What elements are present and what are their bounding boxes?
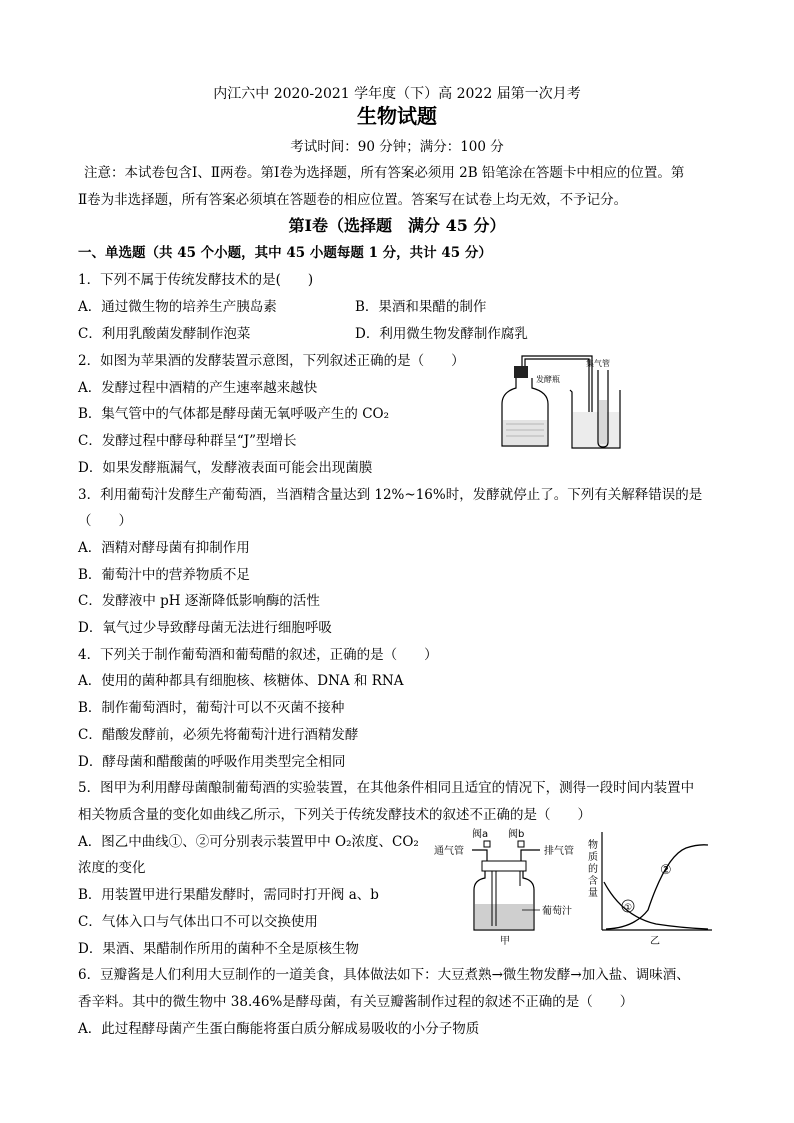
q1-option-c: C．利用乳酸菌发酵制作泡菜 xyxy=(78,326,251,342)
y-axis-char-1: 物 xyxy=(588,840,598,851)
q2-option-b: B．集气管中的气体都是酵母菌无氧呼吸产生的 CO₂ xyxy=(78,406,390,422)
q6-stem-1: 6．豆瓣酱是人们利用大豆制作的一道美食，具体做法如下：大豆煮熟→微生物发酵→加入盐、调味酒、 xyxy=(78,967,690,983)
q4-option-d: D．酵母菌和醋酸菌的呼吸作用类型完全相同 xyxy=(78,754,346,770)
label-jia: 甲 xyxy=(500,936,510,947)
q1-option-d: D．利用微生物发酵制作腐乳 xyxy=(355,326,528,342)
q4-option-a: A．使用的菌种都具有细胞核、核糖体、DNA 和 RNA xyxy=(78,673,404,689)
valve-a xyxy=(484,841,490,847)
q3-option-b: B．葡萄汁中的营养物质不足 xyxy=(78,567,250,583)
q3-option-d: D．氧气过少导致酵母菌无法进行细胞呼吸 xyxy=(78,620,332,636)
outlet-label: 排气管 xyxy=(544,846,574,857)
apparatus-jia-figure xyxy=(432,826,592,948)
q5-stem-1: 5．图甲为利用酵母菌酿制葡萄酒的实验装置，在其他条件相同且适宜的情况下，测得一段时间内装置中 xyxy=(78,780,695,796)
section-heading: 一、单选题（共 45 个小题，其中 45 小题每题 1 分，共计 45 分） xyxy=(78,245,492,261)
exam-line: 内江六中 2020-2021 学年度（下）高 2022 届第一次月考 xyxy=(213,86,581,102)
part-title: 第Ⅰ卷（选择题 满分 45 分） xyxy=(288,216,506,235)
inlet-pipe xyxy=(472,850,487,861)
valve-b xyxy=(518,841,524,847)
y-axis-char-3: 的 xyxy=(588,864,598,875)
q2-option-d: D．如果发酵瓶漏气，发酵液表面可能会出现菌膜 xyxy=(78,460,373,476)
fermentation-apparatus-figure xyxy=(492,350,622,452)
juice-label: 葡萄汁 xyxy=(542,906,572,917)
q5-option-a-2: 浓度的变化 xyxy=(78,860,146,876)
q1-option-a: A．通过微生物的培养生产胰岛素 xyxy=(78,299,277,315)
curve-yi-chart xyxy=(586,826,716,948)
page-title: 生物试题 xyxy=(357,104,437,128)
q1-option-b: B．果酒和果醋的制作 xyxy=(355,299,487,315)
notice-line-2: Ⅱ卷为非选择题，所有答案必须填在答题卷的相应位置。答案写在试卷上均无效，不予记分。 xyxy=(78,192,628,208)
q2-option-a: A．发酵过程中酒精的产生速率越来越快 xyxy=(78,380,318,396)
q3-option-a: A．酒精对酵母菌有抑制作用 xyxy=(78,540,250,556)
q1-stem: 1．下列不属于传统发酵技术的是( ) xyxy=(78,272,314,288)
grape-juice xyxy=(475,904,533,929)
jar-stopper xyxy=(482,861,526,871)
label-bottle: 发酵瓶 xyxy=(536,375,560,384)
curve-1-label: ① xyxy=(624,903,633,913)
y-axis-char-5: 量 xyxy=(588,888,598,899)
q4-option-c: C．醋酸发酵前，必须先将葡萄汁进行酒精发酵 xyxy=(78,727,359,743)
q5-option-d: D．果酒、果醋制作所用的菌种不全是原核生物 xyxy=(78,941,359,957)
q4-stem: 4．下列关于制作葡萄酒和葡萄醋的叙述，正确的是（ ） xyxy=(78,647,438,663)
inlet-label: 通气管 xyxy=(434,846,464,857)
y-axis-char-2: 质 xyxy=(588,852,598,863)
label-tube: 集气管 xyxy=(586,359,610,368)
q5-option-a-1: A．图乙中曲线①、②可分别表示装置甲中 O₂浓度、CO₂ xyxy=(78,834,419,850)
q3-stem-1: 3．利用葡萄汁发酵生产葡萄酒，当酒精含量达到 12%~16%时，发酵就停止了。下列有关解释错误的是 xyxy=(78,487,703,503)
q5-option-c: C．气体入口与气体出口不可以交换使用 xyxy=(78,914,318,930)
valve-a-label: 阀a xyxy=(472,829,489,840)
exam-time-score: 考试时间：90 分钟；满分：100 分 xyxy=(290,139,504,155)
q3-option-c: C．发酵液中 pH 逐渐降低影响酶的活性 xyxy=(78,593,320,609)
q5-stem-2: 相关物质含量的变化如曲线乙所示，下列关于传统发酵技术的叙述不正确的是（ ） xyxy=(78,807,591,823)
outlet-pipe xyxy=(521,850,540,861)
label-yi: 乙 xyxy=(650,936,660,947)
curve-2-label: ② xyxy=(660,863,672,878)
q6-stem-2: 香辛料。其中的微生物中 38.46%是酵母菌，有关豆瓣酱制作过程的叙述不正确的是（ ） xyxy=(78,994,634,1010)
q4-option-b: B．制作葡萄酒时，葡萄汁可以不灭菌不接种 xyxy=(78,700,345,716)
q3-stem-2: （ ） xyxy=(78,513,132,529)
notice-line-1: 注意：本试卷包含Ⅰ、Ⅱ两卷。第Ⅰ卷为选择题，所有答案必须用 2B 铅笔涂在答题卡中相应的位置。第 xyxy=(84,165,685,181)
curve-2 xyxy=(606,845,708,929)
q5-option-b: B．用装置甲进行果醋发酵时，需同时打开阀 a、b xyxy=(78,887,379,903)
q6-option-a: A．此过程酵母菌产生蛋白酶能将蛋白质分解成易吸收的小分子物质 xyxy=(78,1021,480,1037)
valve-b-label: 阀b xyxy=(508,829,525,840)
y-axis-char-4: 含 xyxy=(588,876,598,887)
q2-option-c: C．发酵过程中酵母种群呈“J”型增长 xyxy=(78,433,297,449)
q2-stem: 2．如图为苹果酒的发酵装置示意图，下列叙述正确的是（ ） xyxy=(78,353,465,369)
bottle-stopper xyxy=(514,366,528,378)
